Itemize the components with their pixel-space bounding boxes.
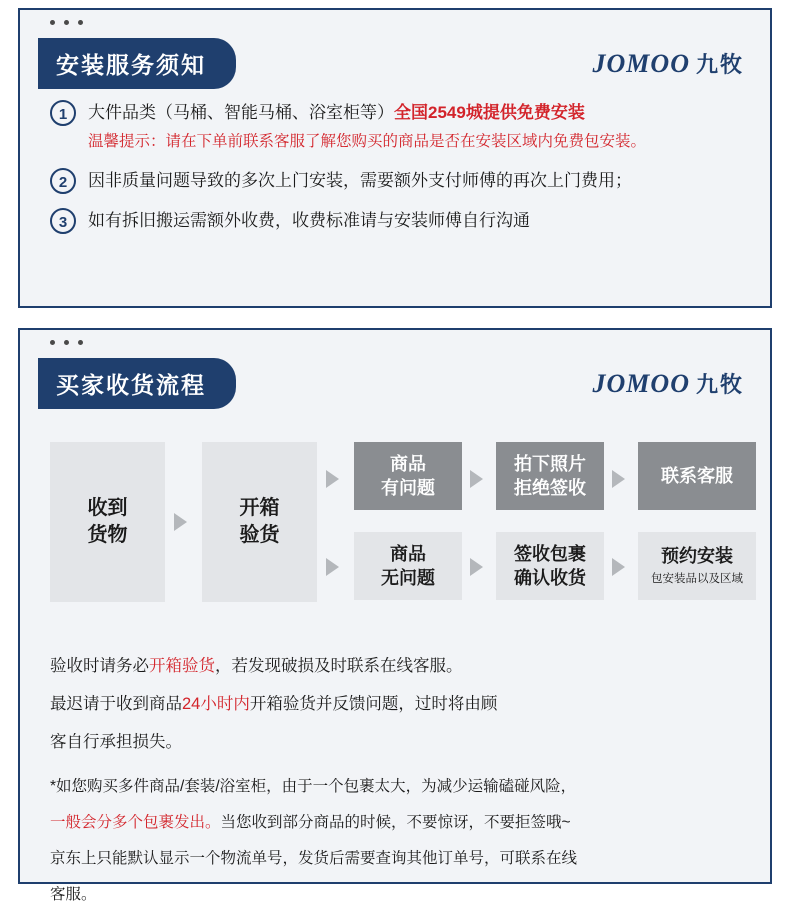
notice-item-2 (50, 166, 744, 196)
brand-logo-2 (593, 368, 744, 399)
note-line-4: *如您购买多件商品/套装/浴室柜，由于一个包裹太大，为减少运输磕碰风险， (50, 778, 577, 795)
notice-number-3: 3 (50, 208, 76, 234)
install-notice-panel (18, 8, 772, 308)
note-line-2 (50, 688, 744, 720)
flow-box-receive-goods-line2: 货物 (87, 524, 128, 546)
note-line-1b: ，若发现破损及时联系在线客服。 (215, 657, 463, 675)
notice-item-1 (50, 98, 744, 156)
note-line-2a: 最迟请于收到商品 (50, 695, 182, 713)
flow-arrow-4-bottom (612, 558, 625, 576)
flow-arrow-3-top (470, 470, 483, 488)
dot-1 (50, 20, 55, 25)
notice-item-3 (50, 206, 744, 236)
note-line-5b: 当您收到部分商品的时候，不要惊讶，不要拒签哦~ (220, 814, 571, 831)
flow-box-receive-goods-line1: 收到 (87, 497, 128, 519)
receiving-process-panel (18, 328, 772, 903)
flow-box-product-problem (354, 442, 462, 510)
flow-box-product-ok-line1: 商品 (390, 543, 426, 564)
notice-text-1 (88, 98, 646, 156)
dot-5 (64, 340, 69, 345)
flow-box-product-ok (354, 532, 462, 600)
note-line-1a: 验收时请务必 (50, 657, 149, 675)
receiving-notes-block-2 (50, 772, 744, 910)
flow-box-sign-confirm (496, 532, 604, 600)
note-line-5 (50, 808, 744, 838)
brand-logo-1 (593, 48, 744, 79)
note-line-2b: 开箱验货并反馈问题，过时将由顾 (249, 695, 498, 713)
flow-box-book-install-sub: 包安装品以及区域 (651, 573, 743, 586)
flow-arrow-4-top (612, 470, 625, 488)
notice-text-1-plain: 大件品类（马桶、智能马桶、浴室柜等） (88, 103, 394, 122)
flow-box-book-install-line1: 预约安装 (661, 546, 733, 567)
receiving-process-title: 买家收货流程 (38, 358, 236, 409)
decorative-dots (50, 20, 83, 25)
flow-box-photo-reject (496, 442, 604, 510)
note-line-1-highlight: 开箱验货 (149, 657, 215, 675)
notice-text-3: 如有拆旧搬运需额外收费，收费标准请与安装师傅自行沟通 (88, 211, 530, 230)
brand-logo-en: JOMOO (592, 49, 690, 78)
flow-arrow-2-top (326, 470, 339, 488)
receiving-flow-chart (20, 430, 770, 620)
flow-grid (50, 430, 743, 620)
receiving-notes (50, 650, 744, 916)
brand-logo-cn: 九牧 (695, 52, 744, 77)
flow-arrow-1 (174, 513, 187, 531)
notice-text-2: 因非质量问题导致的多次上门安装，需要额外支付师傅的再次上门费用； (88, 171, 632, 190)
flow-box-contact-service-line1: 联系客服 (661, 465, 733, 486)
flow-box-sign-confirm-line1: 签收包裹 (514, 543, 586, 564)
dot-4 (50, 340, 55, 345)
flow-box-product-problem-line2: 有问题 (381, 478, 435, 498)
flow-arrow-3-bottom (470, 558, 483, 576)
flow-box-product-ok-line2: 无问题 (381, 568, 435, 588)
note-line-2-highlight: 24小时内 (182, 695, 250, 713)
page-root (0, 8, 790, 910)
decorative-dots-2 (50, 340, 83, 345)
flow-box-open-inspect-line2: 验货 (239, 524, 280, 546)
flow-box-receive-goods (50, 442, 165, 602)
flow-box-contact-service (638, 442, 756, 510)
flow-box-photo-reject-line2: 拒绝签收 (514, 478, 586, 498)
dot-2 (64, 20, 69, 25)
dot-6 (78, 340, 83, 345)
flow-box-sign-confirm-line2: 确认收货 (514, 568, 586, 588)
note-line-3: 客自行承担损失。 (50, 733, 182, 751)
notice-subtext-1: 温馨提示：请在下单前联系客服了解您购买的商品是否在安装区域内免费包安装。 (88, 133, 647, 150)
flow-box-product-problem-line1: 商品 (390, 453, 426, 474)
dot-3 (78, 20, 83, 25)
note-line-6: 京东上只能默认显示一个物流单号，发货后需要查询其他订单号，可联系在线 (50, 850, 578, 867)
flow-box-open-inspect-line1: 开箱 (239, 497, 280, 519)
brand-logo-cn-2: 九牧 (695, 372, 744, 397)
note-line-7: 客服。 (50, 886, 97, 903)
install-notice-list (20, 98, 770, 246)
notice-text-1-highlight: 全国2549城提供免费安装 (394, 103, 585, 122)
brand-logo-en-2: JOMOO (592, 369, 690, 398)
note-line-1 (50, 650, 744, 682)
install-notice-title: 安装服务须知 (38, 38, 236, 89)
flow-box-book-install (638, 532, 756, 600)
flow-box-open-inspect (202, 442, 317, 602)
flow-arrow-2-bottom (326, 558, 339, 576)
notice-number-1: 1 (50, 100, 76, 126)
notice-number-2: 2 (50, 168, 76, 194)
note-line-5-highlight: 一般会分多个包裹发出。 (50, 814, 221, 831)
flow-box-photo-reject-line1: 拍下照片 (514, 453, 586, 474)
